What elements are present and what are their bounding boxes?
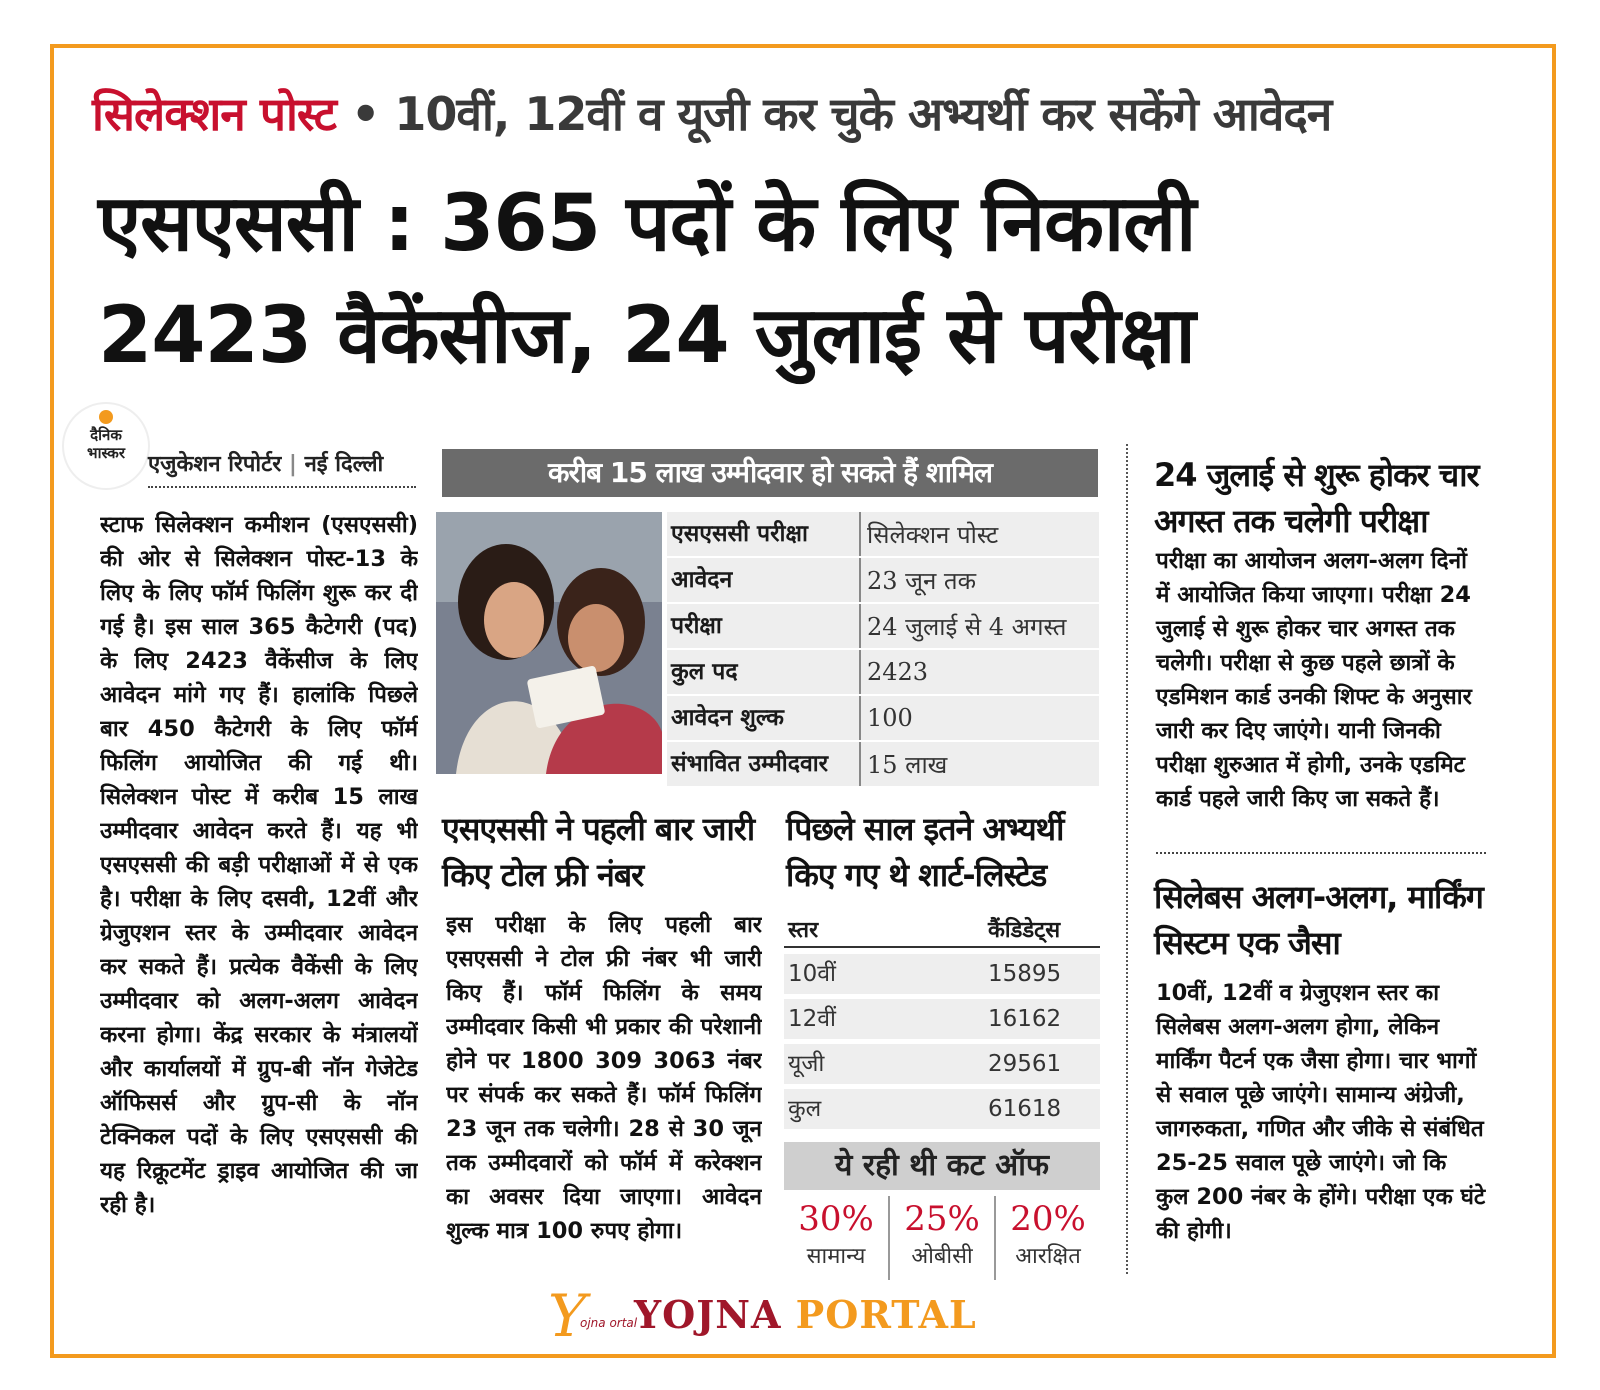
byline-separator: | <box>288 452 297 477</box>
watermark-word2: PORTAL <box>795 1292 977 1337</box>
cutoff-heading: ये रही थी कट ऑफ <box>784 1142 1100 1190</box>
dainik-bhaskar-logo <box>64 404 148 488</box>
syllabus-heading: सिलेबस अलग-अलग, मार्किंग सिस्टम एक जैसा <box>1154 878 1483 962</box>
article-column-2: इस परीक्षा के लिए पहली बार एसएससी ने टोल फ्री नंबर भी जारी किए हैं। फॉर्म फिलिंग के समय उम्मीदवार किसी भी प्रकार की परेशानी होने पर 1800 309 3063 नंबर पर संपर्क कर सकते हैं। फॉर्म फिलिंग 23 जून तक चलेगी। 28 से 30 जून तक उम्मीदवारों को फॉर्म में करेक्शन का अवसर दिया जाएगा। आवेदन शुल्क मात्र 100 रुपए होगा। <box>446 912 762 1244</box>
kicker <box>92 82 1512 152</box>
shortlisted-heading: पिछले साल इतने अभ्यर्थी किए गए थे शार्ट-लिस्टेड <box>786 810 1064 894</box>
info-key: संभावित उम्मीदवार <box>667 742 861 786</box>
exam-schedule-text: परीक्षा का आयोजन अलग-अलग दिनों में आयोजित किया जाएगा। परीक्षा 24 जुलाई से शुरू होकर चार अगस्त तक चलेगी। परीक्षा से कुछ पहले छात्रों के एडमिशन कार्ड उनकी शिफ्ट के अनुसार जारी कर दिए जाएंगे। यानी जिनकी परीक्षा शुरुआत में होगी, उनके एडमिट कार्ड पहले जारी किए जा सकते हैं। <box>1156 548 1472 812</box>
info-value: सिलेक्शन पोस्ट <box>867 520 999 549</box>
info-value: 23 जून तक <box>867 566 977 595</box>
info-row <box>667 604 1099 648</box>
cutoff-label: सामान्य <box>806 1244 866 1269</box>
column-divider <box>1126 444 1128 1274</box>
students-photo <box>436 512 662 774</box>
cutoff-cell <box>784 1196 890 1280</box>
table-row <box>784 1089 1100 1129</box>
table-row <box>784 999 1100 1039</box>
info-key: परीक्षा <box>667 604 861 648</box>
header-candidates: कैंडिडेट्स <box>988 918 1061 943</box>
kicker-text: 10वीं, 12वीं व यूजी कर चुके अभ्यर्थी कर सकेंगे आवेदन <box>394 87 1332 141</box>
tollfree-heading: एसएससी ने पहली बार जारी किए टोल फ्री नंबर <box>442 810 755 894</box>
info-value: 15 लाख <box>867 750 948 779</box>
info-key: आवेदन <box>667 558 861 602</box>
info-row <box>667 558 1099 602</box>
info-value: 24 जुलाई से 4 अगस्त <box>867 612 1067 641</box>
info-value: 2423 <box>867 658 929 686</box>
cutoff-cell <box>996 1196 1100 1280</box>
info-box-heading: करीब 15 लाख उम्मीदवार हो सकते हैं शामिल <box>442 449 1098 497</box>
article-column-1: स्टाफ सिलेक्शन कमीशन (एसएससी) की ओर से सिलेक्शन पोस्ट-13 के लिए के लिए फॉर्म फिलिंग शुरू कर दी गई है। इस साल 365 कैटेगरी (पद) के लिए 2423 वैकेंसीज के लिए आवेदन मांगे गए हैं। हालांकि पिछले बार 450 कैटेगरी के लिए फॉर्म फिलिंग आयोजित की गई थी। सिलेक्शन पोस्ट में करीब 15 लाख उम्मीदवार आवेदन करते हैं। यह भी एसएससी की बड़ी परीक्षाओं में से एक है। परीक्षा के लिए दसवी, 12वीं और ग्रेजुएशन स्तर के उम्मीदवार आवेदन कर सकते हैं। प्रत्येक वैकेंसी के लिए उम्मीदवार को अलग-अलग आवेदन करना होगा। केंद्र सरकार के मंत्रालयों और कार्यालयों में ग्रुप-बी नॉन गेजेटेड ऑफिसर्स और ग्रुप-सी के नॉन टेक्निकल पदों के लिए एसएससी की यह रिक्रूटमेंट ड्राइव आयोजित की जा रही है। <box>100 512 418 1218</box>
info-row <box>667 742 1099 786</box>
header-level: स्तर <box>788 918 819 943</box>
exam-schedule-heading: 24 जुलाई से शुरू होकर चार अगस्त तक चलेगी परीक्षा <box>1154 456 1479 540</box>
byline <box>148 448 418 478</box>
shortlisted-table <box>784 914 1100 1134</box>
cutoff-percent: 25% <box>904 1199 980 1239</box>
exam-info-table <box>667 512 1099 788</box>
info-row <box>667 650 1099 694</box>
cutoff-label: ओबीसी <box>911 1244 973 1269</box>
sun-dot-icon <box>99 410 113 424</box>
byline-rule <box>148 486 416 488</box>
row-count: 16162 <box>988 1006 1062 1032</box>
headline-line2: 2423 वैकेंसीज, 24 जुलाई से परीक्षा <box>98 291 1195 381</box>
info-value: 100 <box>867 704 913 732</box>
row-count: 15895 <box>988 961 1062 987</box>
yojna-portal-watermark <box>548 1282 978 1350</box>
cutoff-label: आरक्षित <box>1015 1244 1081 1269</box>
headline <box>98 168 1518 392</box>
section-divider <box>1156 852 1486 854</box>
info-key: आवेदन शुल्क <box>667 696 861 740</box>
watermark-logo-letter: Y <box>548 1282 587 1350</box>
shortlisted-table-header <box>784 914 1100 948</box>
row-level: कुल <box>788 1096 822 1122</box>
syllabus-text: 10वीं, 12वीं व ग्रेजुएशन स्तर का सिलेबस अलग-अलग होगा, लेकिन मार्किंग पैटर्न एक जैसा होगा। चार भागों से सवाल पूछे जाएंगे। सामान्य अंग्रेजी, जागरुकता, गणित और जीके से संबंधित 25-25 सवाल पूछे जाएंगे। जो कि कुल 200 नंबर के होंगे। परीक्षा एक घंटे की होगी। <box>1156 980 1486 1244</box>
cutoff-percent: 20% <box>1010 1199 1086 1239</box>
logo-line2: भास्कर <box>87 444 125 462</box>
watermark-word1: YOJNA <box>634 1292 782 1337</box>
cutoff-percent: 30% <box>798 1199 874 1239</box>
table-row <box>784 1044 1100 1084</box>
cutoff-cell <box>890 1196 996 1280</box>
byline-place: नई दिल्ली <box>304 452 384 477</box>
kicker-bullet: • <box>350 87 380 141</box>
info-key: एसएससी परीक्षा <box>667 512 861 556</box>
info-row <box>667 512 1099 556</box>
row-level: यूजी <box>788 1051 825 1077</box>
row-level: 10वीं <box>788 961 837 987</box>
info-row <box>667 696 1099 740</box>
watermark-text <box>634 1292 977 1337</box>
kicker-label: सिलेक्शन पोस्ट <box>92 87 336 141</box>
students-photo-illustration <box>436 512 662 774</box>
row-count: 29561 <box>988 1051 1062 1077</box>
table-row <box>784 954 1100 994</box>
info-key: कुल पद <box>667 650 861 694</box>
headline-line1: एसएससी : 365 पदों के लिए निकाली <box>98 179 1196 269</box>
cutoff-strip <box>784 1196 1100 1280</box>
watermark-logo-small: ojna ortal <box>580 1316 638 1330</box>
row-count: 61618 <box>988 1096 1062 1122</box>
row-level: 12वीं <box>788 1006 837 1032</box>
byline-reporter: एजुकेशन रिपोर्टर <box>148 452 282 477</box>
logo-line1: दैनिक <box>90 426 122 444</box>
